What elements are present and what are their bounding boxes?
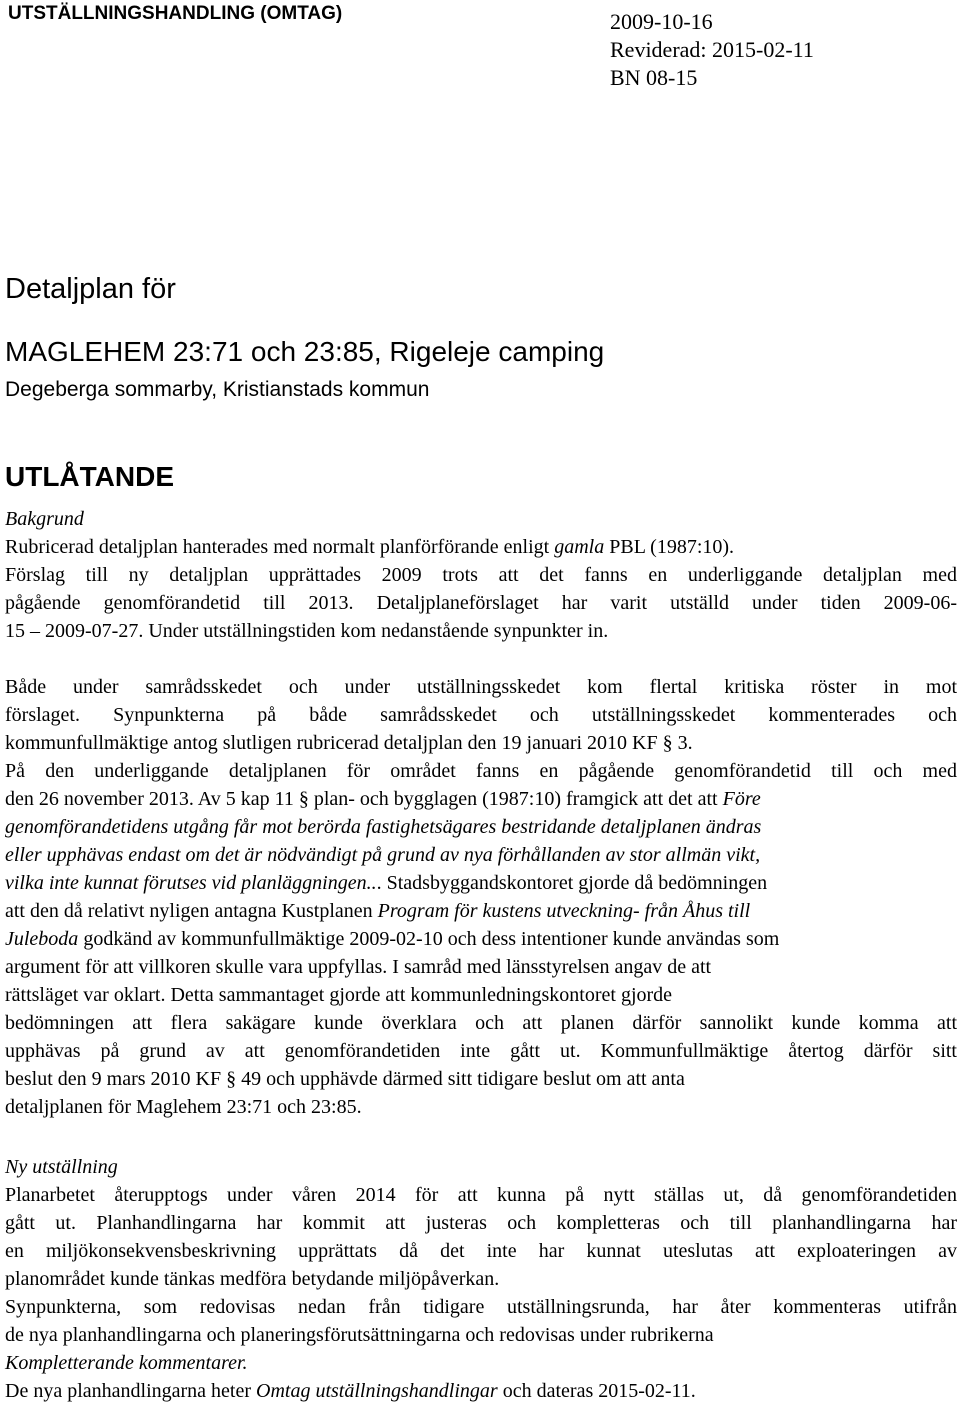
text-line: de nya planhandlingarna och planeringsförutsättningarna och redovisas under rubrikerna: [5, 1324, 714, 1346]
subheading-bakgrund: Bakgrund: [5, 508, 84, 530]
text-line: Kompletterande kommentarer.: [5, 1352, 248, 1374]
text-line: beslut den 9 mars 2010 KF § 49 och upphävde därmed sitt tidigare beslut om att anta: [5, 1068, 685, 1090]
text-line: att den då relativt nyligen antagna Kustplanen Program för kustens utveckning- från Åhus till: [5, 900, 751, 922]
text-line: planområdet kunde tänkas medföra betydande miljöpåverkan.: [5, 1268, 500, 1290]
subheading-ny-utstallning: Ny utställning: [5, 1156, 118, 1178]
text-line: pågående genomförandetid till 2013. Detaljplaneförslaget har varit utställd under tiden 2009-06-: [5, 592, 957, 614]
text-line: detaljplanen för Maglehem 23:71 och 23:85.: [5, 1096, 362, 1118]
document-date: 2009-10-16: [610, 9, 713, 34]
text-line: 15 – 2009-07-27. Under utställningstiden kom nedanstående synpunkter in.: [5, 620, 609, 642]
text-line: upphävas på grund av att genomförandetiden inte gått ut. Kommunfullmäktige återtog därför sitt: [5, 1040, 957, 1062]
text-line: eller upphävas endast om det är nödvändigt på grund av nya förhållanden av stor allmän vikt,: [5, 844, 761, 866]
document-meta: [610, 8, 814, 92]
text-line: förslaget. Synpunkterna på både samrådsskedet och utställningsskedet kommenterades och: [5, 704, 957, 726]
text-line: bedömningen att flera sakägare kunde överklara och att planen därför sannolikt kunde komma att: [5, 1012, 957, 1034]
text-line: argument för att villkoren skulle vara uppfyllas. I samråd med länsstyrelsen angav de att: [5, 956, 712, 978]
page-title: Detaljplan för: [5, 273, 176, 305]
text-line: kommunfullmäktige antog slutligen rubricerad detaljplan den 19 januari 2010 KF § 3.: [5, 732, 693, 754]
text-line: På den underliggande detaljplanen för området fanns en pågående genomförandetid till och med: [5, 760, 957, 782]
reference-number: BN 08-15: [610, 65, 698, 90]
text-line: Synpunkterna, som redovisas nedan från tidigare utställningsrunda, har åter kommenteras utifrån: [5, 1296, 957, 1318]
text-line: Juleboda godkänd av kommunfullmäktige 2009-02-10 och dess intentioner kunde användas som: [5, 928, 780, 950]
text-line: rättsläget var oklart. Detta sammantaget gjorde att kommunledningskontoret gjorde: [5, 984, 673, 1006]
section-heading: UTLÅTANDE: [5, 461, 175, 492]
text-line: Förslag till ny detaljplan upprättades 2009 trots att det fanns en underliggande detaljplan med: [5, 564, 957, 586]
background-section: [5, 505, 957, 645]
revision-date: Reviderad: 2015-02-11: [610, 37, 814, 62]
plan-location: Degeberga sommarby, Kristianstads kommun: [5, 378, 430, 401]
text-line: De nya planhandlingarna heter Omtag utställningshandlingar och dateras 2015-02-11.: [5, 1380, 696, 1402]
text-line: gått ut. Planhandlingarna har kommit att justeras och kompletteras och till planhandlingarna har: [5, 1212, 957, 1234]
text-line: en miljökonsekvensbeskrivning upprättats då det inte har kunnat uteslutas att exploateringen av: [5, 1240, 957, 1262]
text-line: vilka inte kunnat förutses vid planläggningen... Stadsbyggandskontoret gjorde då bedömningen: [5, 872, 768, 894]
new-exhibition-section: [5, 1153, 957, 1405]
text-line: Både under samrådsskedet och under utställningsskedet kom flertal kritiska röster in mot: [5, 676, 957, 698]
text-line: Rubricerad detaljplan hanterades med normalt planförförande enligt gamla PBL (1987:10).: [5, 536, 735, 558]
text-line: genomförandetidens utgång får mot berörda fastighetsägares bestridande detaljplanen ändras: [5, 816, 762, 838]
plan-name: MAGLEHEM 23:71 och 23:85, Rigeleje camping: [5, 336, 605, 367]
text-line: den 26 november 2013. Av 5 kap 11 § plan- och bygglagen (1987:10) framgick att det att Före: [5, 788, 761, 810]
document-type-label: UTSTÄLLNINGSHANDLING (OMTAG): [8, 3, 343, 24]
decision-history-paragraph: [5, 673, 957, 1121]
text-line: Planarbetet återupptogs under våren 2014 för att kunna på nytt ställas ut, då genomförandetiden: [5, 1184, 957, 1206]
